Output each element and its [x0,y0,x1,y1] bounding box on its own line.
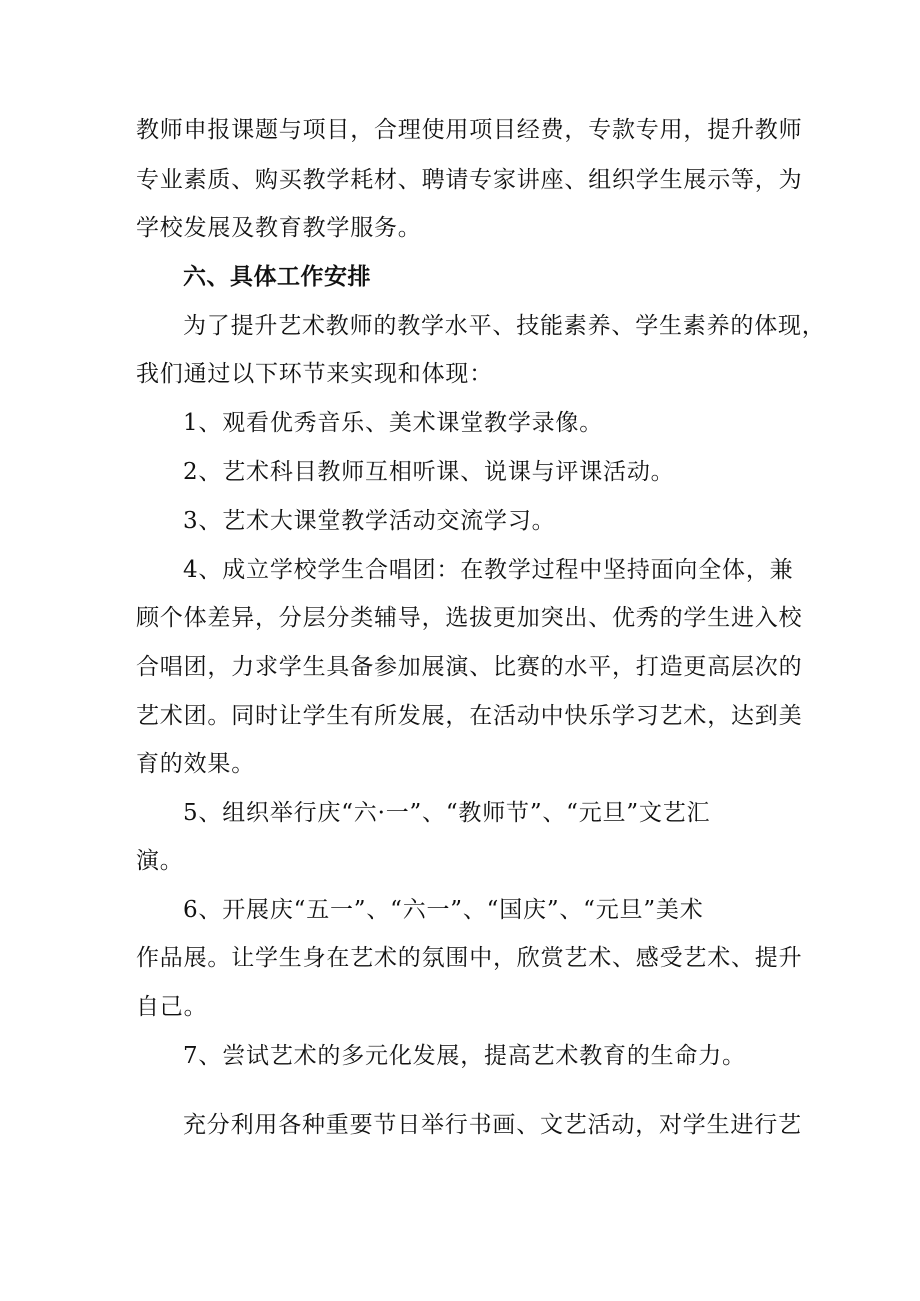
list-item: 1、观看优秀音乐、美术课堂教学录像。 [183,410,604,436]
list-item: 2、艺术科目教师互相听课、说课与评课活动。 [183,459,675,485]
section-heading: 六、具体工作安排 [183,264,371,290]
list-item: 7、尝试艺术的多元化发展，提高艺术教育的生命力。 [183,1043,746,1069]
list-item: 4、成立学校学生合唱团：在教学过程中坚持面向全体，兼 [183,557,794,583]
paragraph-line: 我们通过以下环节来实现和体现： [136,361,493,387]
paragraph-line: 学校发展及教育教学服务。 [136,215,422,241]
list-item-line: 演。 [136,848,184,874]
list-item: 3、艺术大课堂教学活动交流学习。 [183,508,556,534]
list-item-line: 自己。 [136,994,208,1020]
list-item-line: 合唱团，力求学生具备参加展演、比赛的水平，打造更高层次的 [136,654,803,680]
list-item-line: 作品展。让学生身在艺术的氛围中，欣赏艺术、感受艺术、提升 [136,945,803,971]
list-item: 6、开展庆“五一”、“六一”、“国庆”、“元旦”美术 [183,897,704,923]
list-item: 5、组织举行庆“六·一”、“教师节”、“元旦”文艺汇 [183,800,711,826]
paragraph-line: 充分利用各种重要节日举行书画、文艺活动，对学生进行艺 [183,1112,802,1138]
paragraph-line: 为了提升艺术教师的教学水平、技能素养、学生素养的体现， [183,313,826,339]
list-item-line: 顾个体差异，分层分类辅导，选拔更加突出、优秀的学生进入校 [136,605,803,631]
list-item-line: 艺术团。同时让学生有所发展，在活动中快乐学习艺术，达到美 [136,703,803,729]
list-item-line: 育的效果。 [136,751,255,777]
paragraph-line: 教师申报课题与项目，合理使用项目经费，专款专用，提升教师 [136,117,803,143]
paragraph-line: 专业素质、购买教学耗材、聘请专家讲座、组织学生展示等，为 [136,167,803,193]
